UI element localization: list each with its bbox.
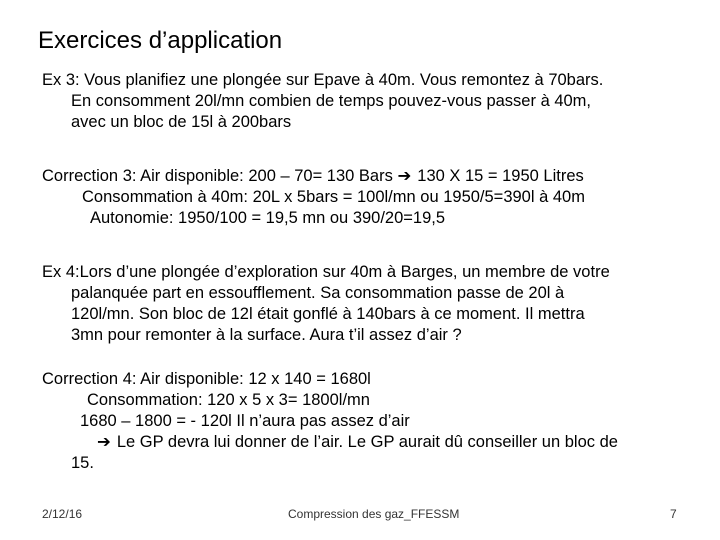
ex4-line-3: 120l/mn. Son bloc de 12l était gonflé à 140bars à ce moment. Il mettra xyxy=(71,305,585,323)
correction4-line-2: Consommation: 120 x 5 x 3= 1800l/mn xyxy=(87,391,370,409)
correction3-line-3: Autonomie: 1950/100 = 19,5 mn ou 390/20=19,5 xyxy=(90,209,446,227)
ex4-line-4: 3mn pour remonter à la surface. Aura t’il assez d’air ? xyxy=(71,326,462,344)
exercise-4 xyxy=(42,262,610,346)
footer-title: Compression des gaz_FFESSM xyxy=(288,507,460,521)
correction3-line-2: Consommation à 40m: 20L x 5bars = 100l/mn ou 1950/5=390l à 40m xyxy=(82,188,585,206)
correction4-line-3: 1680 – 1800 = - 120l Il n’aura pas assez d’air xyxy=(80,412,410,430)
correction3-line-1 xyxy=(42,166,585,187)
correction-4 xyxy=(42,369,618,474)
ex3-line-1: Ex 3: Vous planifiez une plongée sur Epave à 40m. Vous remontez à 70bars. xyxy=(42,71,604,89)
ex3-line-2: En consomment 20l/mn combien de temps pouvez-vous passer à 40m, xyxy=(71,92,592,110)
arrow-right-icon: ➔ xyxy=(397,167,412,185)
correction3-line-1-start: Correction 3: Air disponible: 200 – 70= 130 Bars xyxy=(42,167,393,185)
ex3-line-3: avec un bloc de 15l à 200bars xyxy=(71,113,292,131)
correction4-line-1: Correction 4: Air disponible: 12 x 140 = 1680l xyxy=(42,370,371,388)
ex4-line-2: palanquée part en essoufflement. Sa consommation passe de 20l à xyxy=(71,284,565,302)
arrow-right-icon: ➔ xyxy=(97,433,111,451)
ex4-line-1: Ex 4:Lors d’une plongée d’exploration sur 40m à Barges, un membre de votre xyxy=(42,263,610,281)
correction4-line-4 xyxy=(42,432,618,453)
correction4-line-5: 15. xyxy=(71,454,94,472)
correction4-line-4-text: Le GP devra lui donner de l’air. Le GP aurait dû conseiller un bloc de xyxy=(116,433,618,451)
exercise-3 xyxy=(42,70,603,133)
slide-title: Exercices d’application xyxy=(38,27,283,54)
correction3-line-1-end: 130 X 15 = 1950 Litres xyxy=(417,167,584,185)
correction-3 xyxy=(42,166,585,229)
footer-date: 2/12/16 xyxy=(42,507,83,521)
page-number: 7 xyxy=(670,507,677,521)
